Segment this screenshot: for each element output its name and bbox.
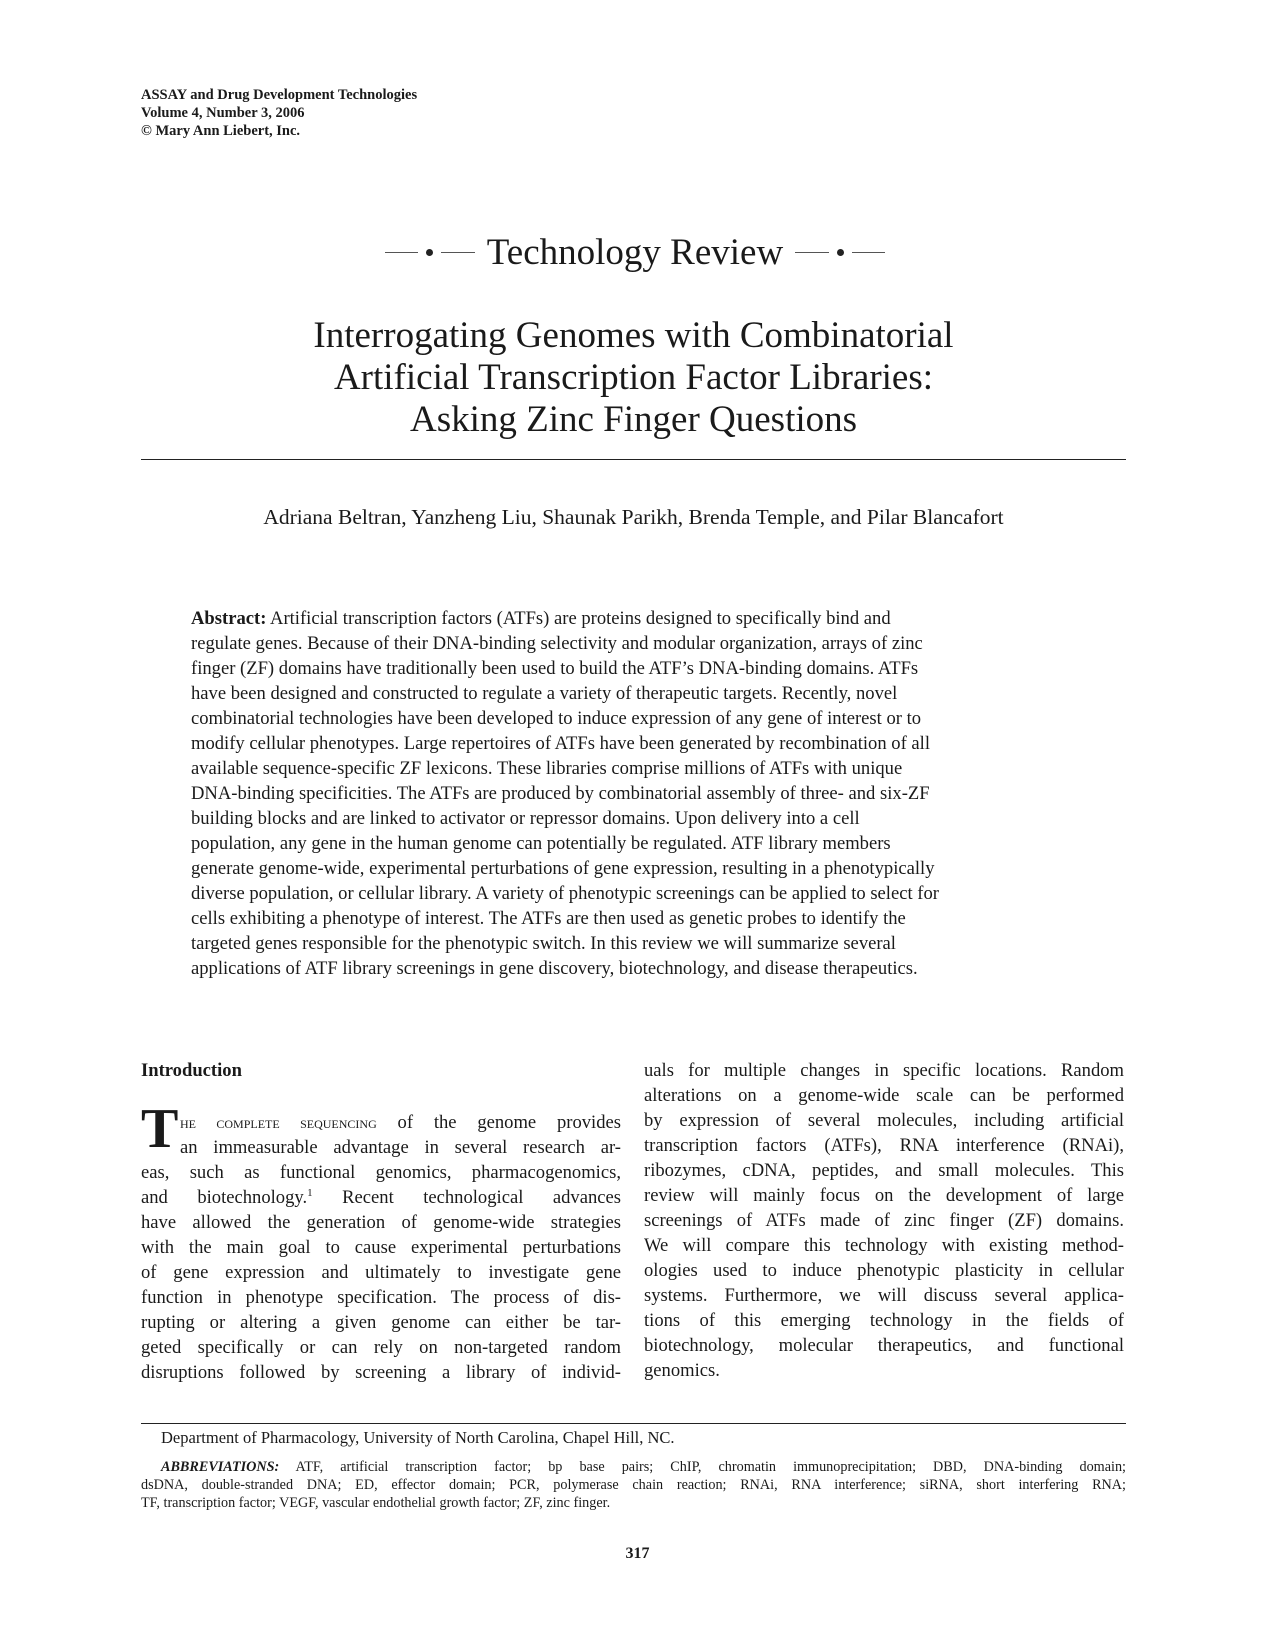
- abstract-line: targeted genes responsible for the phenotypic switch. In this review we will summarize several: [191, 933, 896, 954]
- banner-ornament-left: [385, 249, 475, 256]
- intro-line: [141, 1185, 621, 1210]
- intro-smallcaps: he complete sequencing: [180, 1113, 377, 1132]
- abstract-line: modify cellular phenotypes. Large repertoires of ATFs have been generated by recombination of all: [191, 733, 931, 754]
- abstract-label: Abstract:: [191, 608, 267, 629]
- author-list: Adriana Beltran, Yanzheng Liu, Shaunak Parikh, Brenda Temple, and Pilar Blancafort: [263, 505, 1004, 529]
- intro-line: disruptions followed by screening a library of individ-: [141, 1362, 621, 1383]
- page-number: 317: [625, 1545, 650, 1562]
- intro-line: with the main goal to cause experimental perturbations: [141, 1237, 621, 1258]
- intro-line: review will mainly focus on the development of large: [644, 1185, 1124, 1206]
- intro-line: We will compare this technology with existing method-: [644, 1235, 1124, 1256]
- title-divider: [141, 459, 1126, 460]
- intro-line: rupting or altering a given genome can either be tar-: [141, 1312, 621, 1333]
- citation-superscript: 1: [307, 1186, 313, 1199]
- intro-line: biotechnology, molecular therapeutics, and functional: [644, 1335, 1124, 1356]
- intro-line: tions of this emerging technology in the fields of: [644, 1310, 1124, 1331]
- intro-line: alterations on a genome-wide scale can be performed: [644, 1085, 1124, 1106]
- intro-text: Recent technological advances: [312, 1187, 621, 1208]
- article-title: [141, 315, 1126, 441]
- banner-ornament-right: [795, 249, 885, 256]
- abstract-line: finger (ZF) domains have traditionally been used to build the ATF’s DNA-binding domains. ATFs: [191, 658, 919, 679]
- abbrev-line: dsDNA, double-stranded DNA; ED, effector domain; PCR, polymerase chain reaction; RNAi, RNA interference; siRNA, short interfering RNA;: [141, 1477, 1126, 1493]
- abstract-line: have been designed and constructed to regulate a variety of therapeutic targets. Recently, novel: [191, 683, 898, 704]
- abbrev-text: ATF, artificial transcription factor; bp base pairs; ChIP, chromatin immunoprecipitation; DBD, DNA-binding domain;: [279, 1459, 1126, 1475]
- section-banner: [380, 227, 890, 277]
- intro-line: [141, 1110, 621, 1135]
- drop-cap: T: [141, 1098, 179, 1160]
- intro-line: genomics.: [644, 1360, 720, 1381]
- intro-text: of the genome provides: [376, 1112, 621, 1133]
- intro-line: by expression of several molecules, including artificial: [644, 1110, 1124, 1131]
- intro-line: of gene expression and ultimately to investigate gene: [141, 1262, 621, 1283]
- intro-line: geted specifically or can rely on non-targeted random: [141, 1337, 621, 1358]
- journal-name: ASSAY and Drug Development Technologies: [141, 87, 418, 103]
- abstract-line: generate genome-wide, experimental perturbations of gene expression, resulting in a phenotypically: [191, 858, 935, 879]
- abbrev-label: ABBREVIATIONS:: [161, 1459, 280, 1475]
- abstract: [191, 606, 1071, 981]
- abstract-line: available sequence-specific ZF lexicons. These libraries comprise millions of ATFs with unique: [191, 758, 903, 779]
- title-line: Interrogating Genomes with Combinatorial: [313, 315, 954, 356]
- journal-volume: Volume 4, Number 3, 2006: [141, 105, 305, 121]
- intro-line: ologies used to induce phenotypic plasticity in cellular: [644, 1260, 1124, 1281]
- abstract-line: cells exhibiting a phenotype of interest. The ATFs are then used as genetic probes to identify the: [191, 908, 906, 929]
- intro-right-column: [644, 1058, 1124, 1383]
- abstract-line: regulate genes. Because of their DNA-binding selectivity and modular organization, arrays of zinc: [191, 633, 923, 654]
- abstract-line: [191, 606, 1071, 631]
- intro-line: have allowed the generation of genome-wide strategies: [141, 1212, 621, 1233]
- journal-copyright: © Mary Ann Liebert, Inc.: [141, 123, 301, 139]
- intro-line: an immeasurable advantage in several research ar-: [180, 1137, 621, 1158]
- abbreviations: [141, 1458, 1126, 1512]
- abbrev-line: [141, 1458, 1126, 1476]
- intro-line: ribozymes, cDNA, peptides, and small molecules. This: [644, 1160, 1124, 1181]
- abstract-text: Artificial transcription factors (ATFs) are proteins designed to specifically bind and: [266, 608, 891, 629]
- intro-line: eas, such as functional genomics, pharmacogenomics,: [141, 1162, 621, 1183]
- intro-line: systems. Furthermore, we will discuss several applica-: [644, 1285, 1124, 1306]
- abstract-line: combinatorial technologies have been developed to induce expression of any gene of interest or to: [191, 708, 922, 729]
- abstract-line: diverse population, or cellular library. A variety of phenotypic screenings can be applied to select for: [191, 883, 939, 904]
- title-line: Artificial Transcription Factor Libraries:: [333, 357, 934, 398]
- abbrev-line: TF, transcription factor; VEGF, vascular endothelial growth factor; ZF, zinc finger.: [141, 1495, 611, 1511]
- section-label: Technology Review: [486, 231, 784, 273]
- intro-line: transcription factors (ATFs), RNA interference (RNAi),: [644, 1135, 1124, 1156]
- intro-text: and biotechnology.: [141, 1187, 308, 1208]
- abstract-line: applications of ATF library screenings in gene discovery, biotechnology, and disease therapeutics.: [191, 958, 918, 979]
- introduction-heading: Introduction: [141, 1060, 242, 1081]
- intro-line: uals for multiple changes in specific locations. Random: [644, 1060, 1124, 1081]
- intro-left-column: [141, 1110, 621, 1385]
- journal-info: [141, 86, 417, 140]
- intro-line: screenings of ATFs made of zinc finger (ZF) domains.: [644, 1210, 1124, 1231]
- title-line: Asking Zinc Finger Questions: [409, 399, 858, 440]
- abstract-line: DNA-binding specificities. The ATFs are produced by combinatorial assembly of three- and six-ZF: [191, 783, 930, 804]
- abstract-line: population, any gene in the human genome can potentially be regulated. ATF library members: [191, 833, 891, 854]
- footnote-divider: [141, 1423, 1126, 1424]
- intro-line: function in phenotype specification. The process of dis-: [141, 1287, 621, 1308]
- affiliation: Department of Pharmacology, University of North Carolina, Chapel Hill, NC.: [161, 1428, 675, 1447]
- abstract-line: building blocks and are linked to activator or repressor domains. Upon delivery into a cell: [191, 808, 860, 829]
